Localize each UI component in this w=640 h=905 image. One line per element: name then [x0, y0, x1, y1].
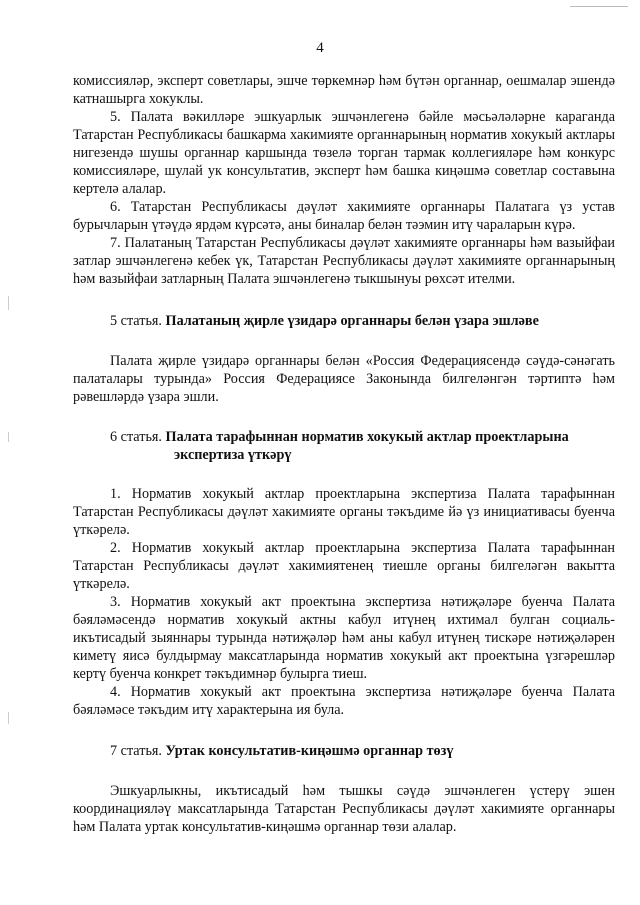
page-number: 4: [316, 40, 324, 56]
article-5-title: Палатаның җирле үзидарә органнары белән үзара эшләве: [165, 313, 539, 329]
article-6-paragraph-2: 2. Норматив хокукый актлар проектларына экспертиза Палата тарафыннан Татарстан Республикасы дәүләт хакимиятенең тиешле органы билгеләгән вакытта үткәрелә.: [73, 540, 615, 592]
paragraph-7: 7. Палатаның Татарстан Республикасы дәүләт хакимияте органнары һәм вазыйфаи затлар эшчәнлегенә кебек үк, Татарстан Республикасы дәүләт хакимияте органнарының һәм вазыйфаи затларның Палата эшчәнлегенә тыкшынуы рөхсәт ителми.: [73, 235, 615, 287]
margin-artifact: [8, 712, 9, 724]
paragraph-5: 5. Палата вәкилләре эшкуарлык эшчәнлегенә бәйле мәсьәләләрне караганда Татарстан Республикасы башкарма хакимияте органнарының норматив хокукый актлары нигезендә шушы органнар каршында төзелә торган тармак коллегияләре һәм конкурс комиссияләре, шулай ук консультатив, эксперт һәм башка киңәшмә советлар составына кертелә алалар.: [73, 109, 615, 197]
article-6-title-line2: экспертиза үткәрү: [174, 447, 292, 463]
article-5-heading: [73, 312, 615, 330]
article-7-title: Уртак консультатив-киңәшмә органнар төзү: [165, 743, 454, 759]
article-5-label: 5 статья.: [110, 313, 162, 329]
margin-artifact: [8, 296, 9, 310]
article-5-paragraph: Палата җирле үзидарә органнары белән «Россия Федерациясендә сәүдә-сәнәгать палаталары турында» Россия Федерациясе Законында билгеләнгән тәртиптә һәм рәвешләрдә үзара эшли.: [73, 353, 615, 405]
article-6-heading: [73, 428, 615, 464]
article-6-paragraph-1: 1. Норматив хокукый актлар проектларына экспертиза Палата тарафыннан Татарстан Республикасы дәүләт хакимияте органы тәкъдиме йә үз инициативасы буенча үткәрелә.: [73, 486, 615, 538]
article-6-paragraph-3: 3. Норматив хокукый акт проектына экспертиза нәтиҗәләре буенча Палата бәяләмәсендә норматив хокукый актны кабул итүнең ихтимал булган социаль-икътисадый зыяннары турында нәтиҗәләр һәм аны кабул итүнең тискәре нәтиҗәләрен киметү яисә булдырмау максатларында норматив хокукый акт проектына үзгәрешләр кертү буенча конкрет тәкъдимнәр булырга тиеш.: [73, 594, 615, 682]
article-7-heading: [73, 742, 615, 760]
continuation-paragraph: комиссияләр, эксперт советлары, эшче төркемнәр һәм бүтән органнар, оешмалар эшендә катнашырга хокуклы.: [73, 73, 615, 107]
article-6-title-line1: Палата тарафыннан норматив хокукый актлар проектларына: [165, 429, 569, 445]
margin-artifact: [8, 432, 9, 442]
article-6-label: 6 статья.: [110, 429, 162, 445]
article-7-label: 7 статья.: [110, 743, 162, 759]
scan-artifact-line: [570, 6, 628, 7]
paragraph-6: 6. Татарстан Республикасы дәүләт хакимияте органнары Палатага үз устав бурычларын үтәүдә ярдәм күрсәтә, аны биналар белән тәэмин итү чараларын күрә.: [73, 199, 615, 233]
article-6-paragraph-4: 4. Норматив хокукый акт проектына экспертиза нәтиҗәләре буенча Палата бәяләмәсе тәкъдим итү характерына ия була.: [73, 684, 615, 718]
article-7-paragraph: Эшкуарлыкны, икътисадый һәм тышкы сәүдә эшчәнлеген үстерү эшен координацияләү максатларында Татарстан Республикасы дәүләт хакимияте органнары һәм Палата уртак консультатив-киңәшмә органнар төзи алалар.: [73, 783, 615, 835]
document-body: [73, 72, 615, 836]
